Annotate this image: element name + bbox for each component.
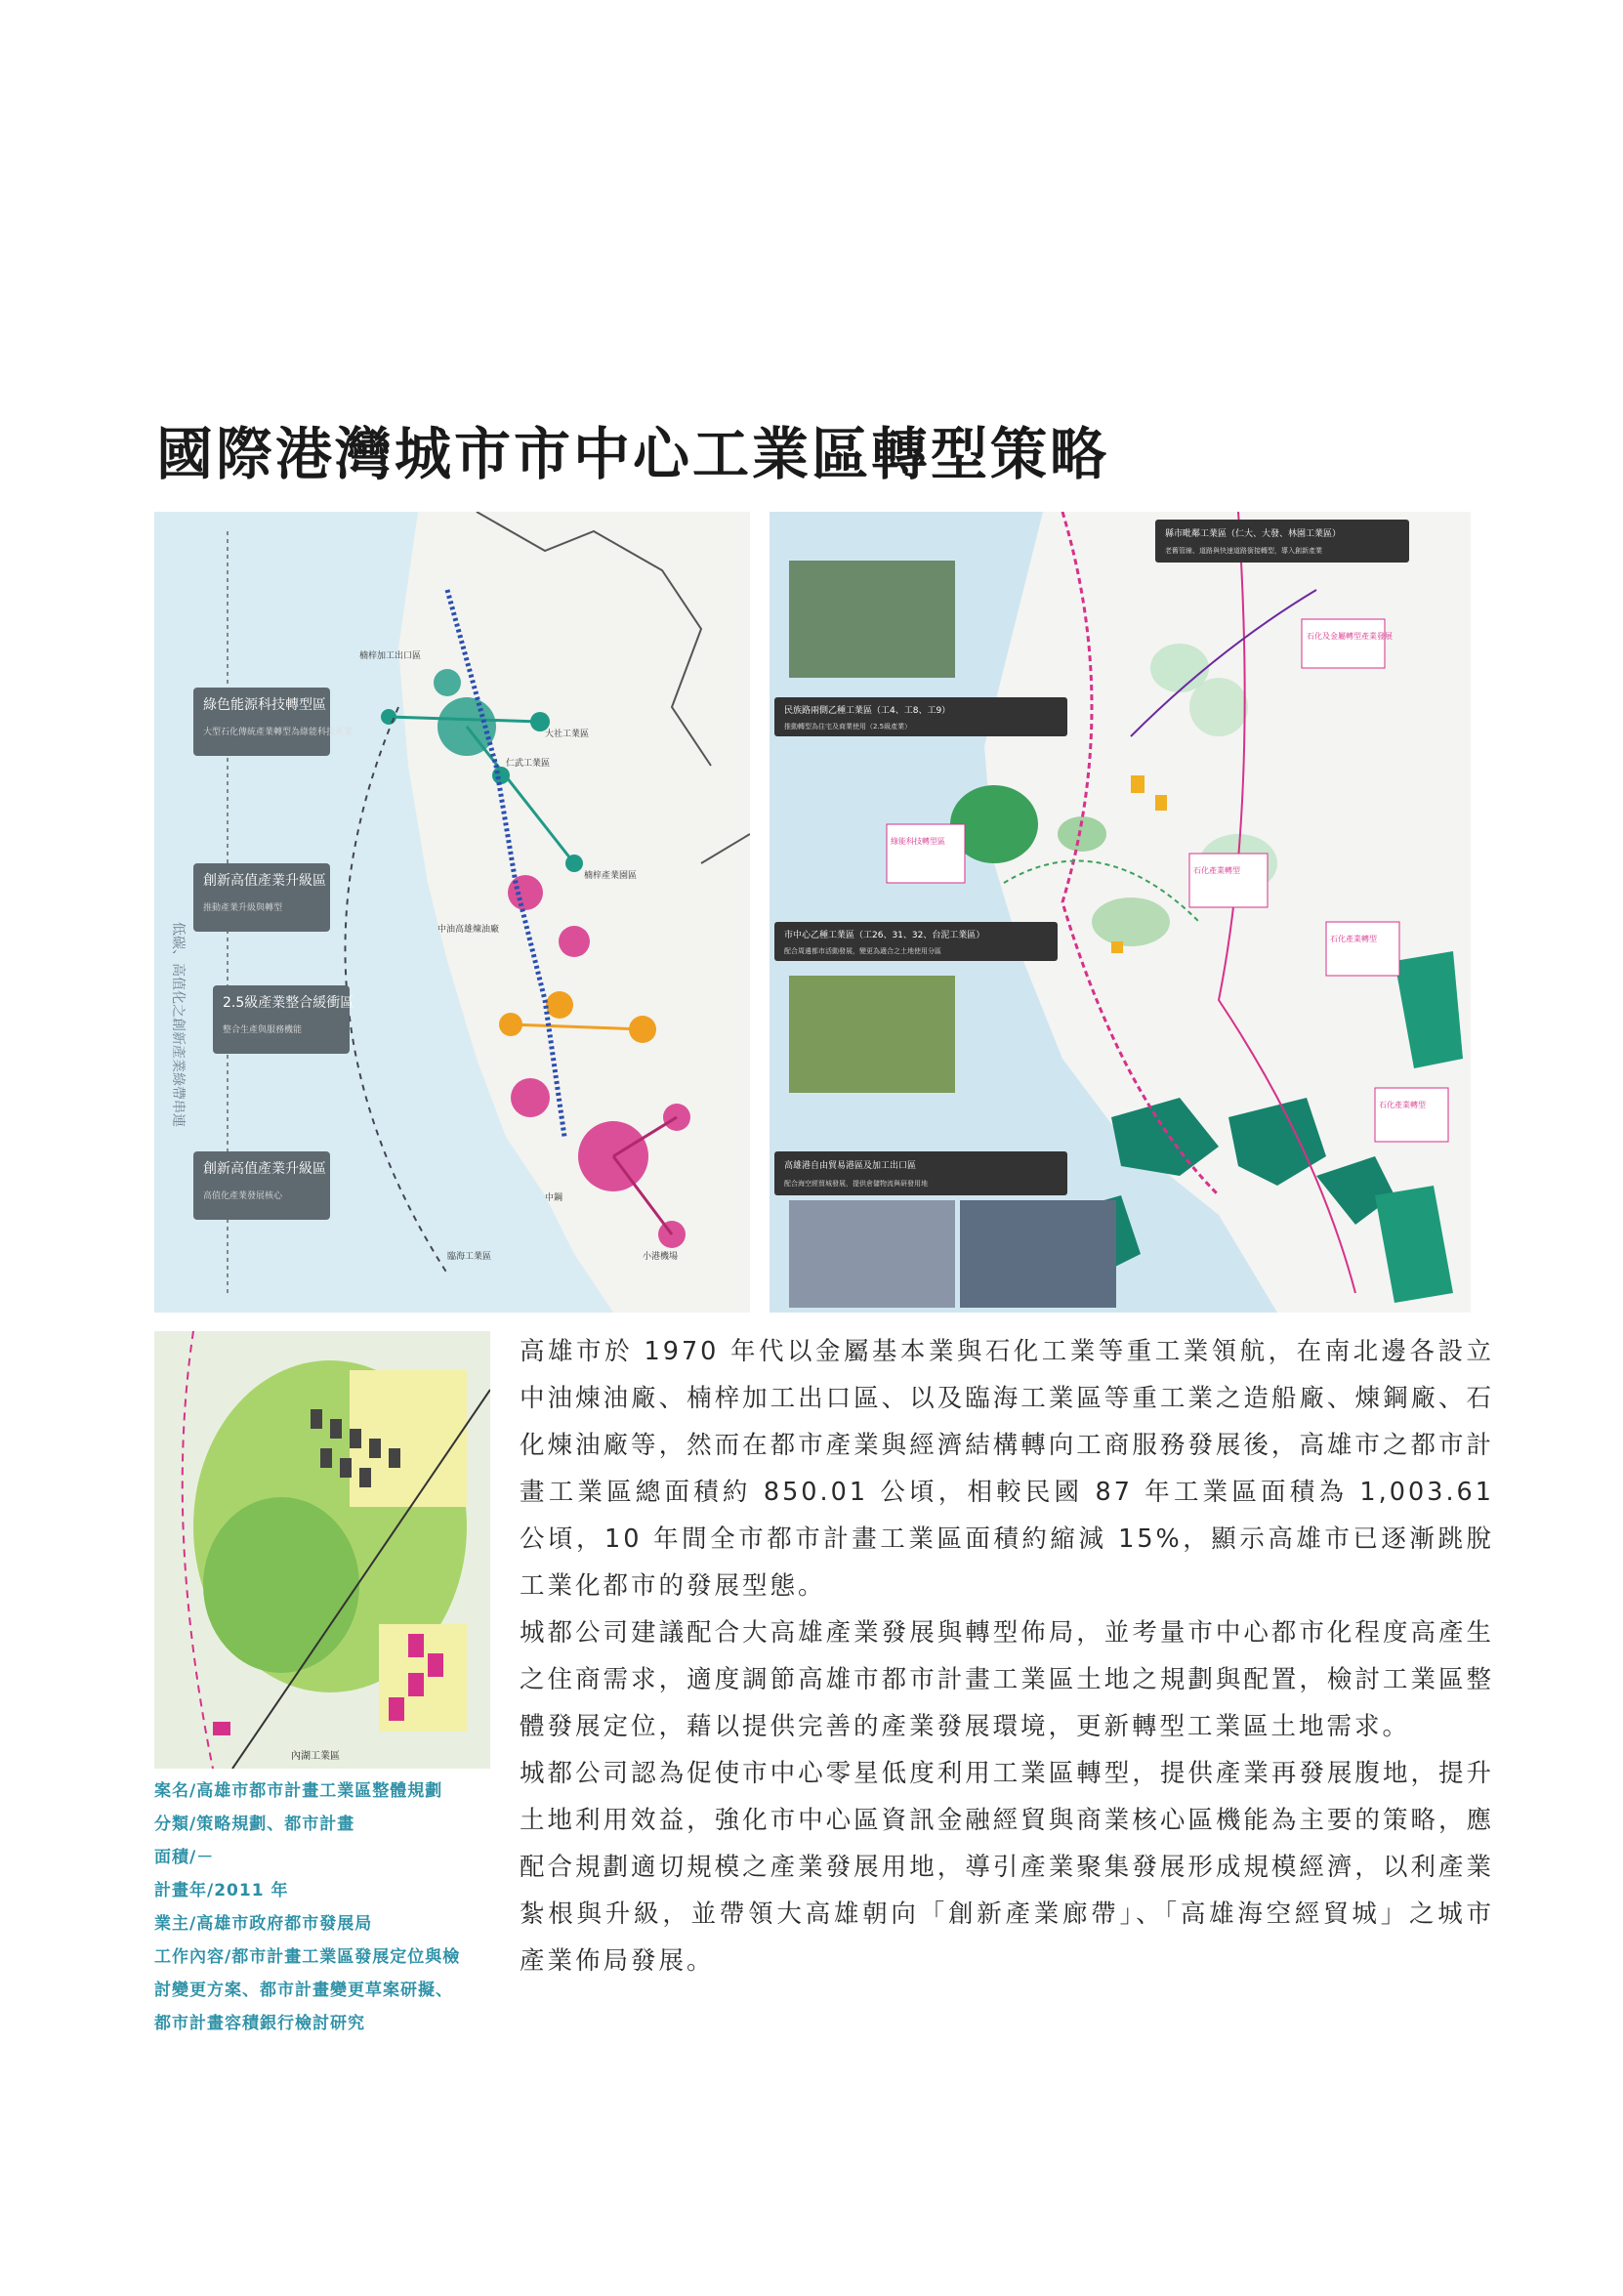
place-label: 中鋼 [545,1193,563,1203]
right-callout-1 [1155,520,1409,563]
right-callout-3 [774,922,1058,961]
svg-text:石化及金屬轉型產業發展: 石化及金屬轉型產業發展 [1307,632,1393,641]
svg-text:推動轉型為住宅及商業使用（2.5級產業）: 推動轉型為住宅及商業使用（2.5級產業） [784,723,912,731]
pink-note [887,824,965,883]
left-map-box-3 [213,985,354,1054]
body-text [520,1328,1494,1984]
right-callout-4 [774,1151,1067,1195]
small-map-label: 內湖工業區 [291,1751,340,1762]
pink-note [1326,922,1399,976]
svg-text:石化產業轉型: 石化產業轉型 [1330,935,1377,943]
svg-text:綠色能源科技轉型區: 綠色能源科技轉型區 [203,697,326,713]
place-label: 仁武工業區 [506,759,551,769]
svg-text:高雄港自由貿易港區及加工出口區: 高雄港自由貿易港區及加工出口區 [784,1161,917,1171]
svg-text:石化產業轉型: 石化產業轉型 [1193,866,1240,875]
svg-text:配合周邊都市活動發展，變更為適合之土地使用分區: 配合周邊都市活動發展，變更為適合之土地使用分區 [784,947,941,955]
small-site-map [154,1331,490,1769]
paragraph-3: 城都公司認為促使市中心零星低度利用工業區轉型，提供產業再發展腹地，提升土地利用效益，強化市中心區資訊金融經貿與商業核心區機能為主要的策略，應配合規劃適切規模之產業發展用地，導引產業聚集發展形成規模經濟，以利產業紮根與升級，並帶領大高雄朝向「創新產業廊帶」、「高雄海空經貿城」之城市產業佈局發展。 [520,1759,1494,1976]
right-callout-2 [774,697,1067,736]
pink-note [1189,854,1268,907]
photo-residential [789,976,955,1093]
right-strategy-map [770,512,1471,1313]
svg-text:創新高值產業升級區: 創新高值產業升級區 [203,873,326,889]
paragraph-1: 高雄市於 1970 年代以金屬基本業與石化工業等重工業領航，在南北邊各設立中油煉油廠、楠梓加工出口區、以及臨海工業區等重工業之造船廠、煉鋼廠、石化煉油廠等，然而在都市產業與經濟結構轉向工商服務發展後，高雄市之都市計畫工業區總面積約 850.01 公頃，相較民國 87 年工業區面積為 1,003.61 公頃，10 年間全市都市計畫工業區面積約縮減 15%，顯示高雄市已逐漸跳脫工業化都市的發展型態。 [520,1337,1494,1601]
place-label: 臨海工業區 [447,1252,492,1262]
photo-port-aerial-2 [960,1200,1116,1308]
svg-text:高值化產業發展核心: 高值化產業發展核心 [203,1191,283,1201]
pink-note [1302,619,1393,668]
svg-text:石化產業轉型: 石化產業轉型 [1379,1101,1426,1109]
project-info-client: 業主/高雄市政府都市發展局 [154,1914,373,1934]
place-label: 楠梓加工出口區 [359,651,422,661]
svg-text:2.5級產業整合緩衝區: 2.5級產業整合緩衝區 [223,995,354,1011]
project-info-category: 分類/策略規劃、都市計畫 [154,1815,355,1834]
svg-text:民族路兩側乙種工業區（工4、工8、工9）: 民族路兩側乙種工業區（工4、工8、工9） [784,706,951,716]
project-info-name: 案名/高雄市都市計畫工業區整體規劃 [154,1781,443,1801]
place-label: 楠梓產業園區 [584,871,638,881]
pink-note [1375,1088,1448,1142]
project-info-scope-line1: 工作內容/都市計畫工業區發展定位與檢 [154,1947,461,1967]
left-map-box-4 [193,1151,330,1220]
svg-text:創新高值產業升級區: 創新高值產業升級區 [203,1161,326,1177]
page-title: 國際港灣城市市中心工業區轉型策略 [156,421,1110,487]
photo-port-aerial-1 [789,1200,955,1308]
project-info-area: 面積/－ [154,1848,215,1867]
svg-text:大型石化傳統產業轉型為綠能科技產業: 大型石化傳統產業轉型為綠能科技產業 [203,728,354,737]
left-map-box-2 [193,863,330,932]
project-info [154,1774,496,2040]
project-info-scope-line2: 討變更方案、都市計畫變更草案研擬、 [154,1981,453,2000]
place-label: 小港機場 [643,1252,679,1262]
photo-street [789,561,955,678]
paragraph-2: 城都公司建議配合大高雄產業發展與轉型佈局，並考量市中心都市化程度高產生之住商需求，適度調節高雄市都市計畫工業區土地之規劃與配置，檢討工業區整體發展定位，藉以提供完善的產業發展環境，更新轉型工業區土地需求。 [520,1618,1494,1741]
svg-text:整合生產與服務機能: 整合生產與服務機能 [223,1025,303,1035]
left-strategy-map [154,512,750,1313]
place-label: 中油高雄煉油廠 [437,925,500,935]
svg-text:縣市毗鄰工業區（仁大、大發、林園工業區）: 縣市毗鄰工業區（仁大、大發、林園工業區） [1165,529,1342,539]
place-label: 大社工業區 [545,730,590,739]
project-info-year: 計畫年/2011 年 [154,1881,289,1900]
project-info-scope-line3: 都市計畫容積銀行檢討研究 [154,2014,365,2033]
svg-text:綠能科技轉型區: 綠能科技轉型區 [891,837,945,846]
svg-text:推動產業升級與轉型: 推動產業升級與轉型 [203,903,283,913]
left-map-side-label: 低碳、高值化之創新產業綠帶串連 [170,922,186,1127]
left-map-box-1 [193,688,353,756]
svg-text:配合海空經貿城發展，提供倉儲物流與研發用地: 配合海空經貿城發展，提供倉儲物流與研發用地 [784,1180,928,1188]
svg-text:老舊管線、道路與快速道路銜接轉型，導入創新產業: 老舊管線、道路與快速道路銜接轉型，導入創新產業 [1165,547,1322,555]
svg-text:市中心乙種工業區（工26、31、32、台泥工業區）: 市中心乙種工業區（工26、31、32、台泥工業區） [784,931,985,940]
